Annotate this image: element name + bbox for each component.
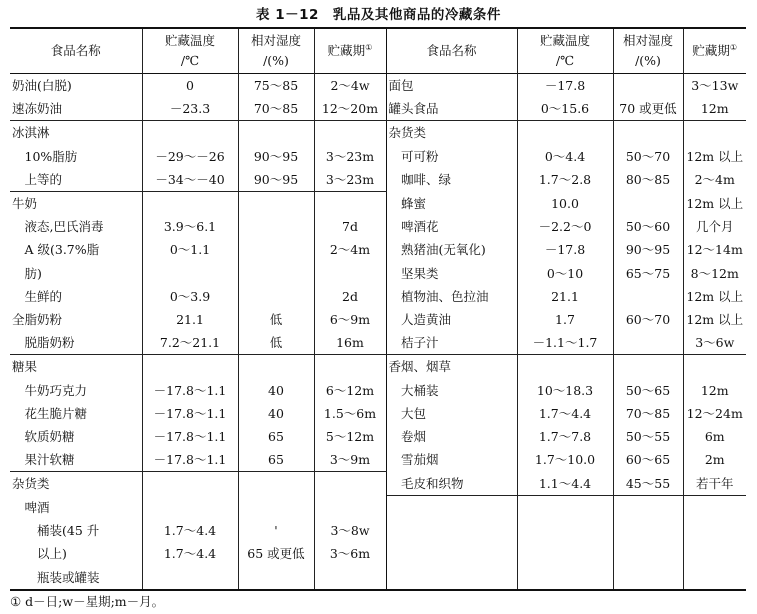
left-storage-temp-cell — [142, 565, 238, 589]
right-relative-humidity-cell: 70 或更低 — [613, 97, 683, 121]
left-food-name-cell: 牛奶巧克力 — [10, 378, 142, 401]
left-storage-period-cell: 3～23m — [314, 168, 386, 192]
left-storage-period-cell: 12～20m — [314, 97, 386, 121]
right-relative-humidity-cell: 60～70 — [613, 308, 683, 331]
table-caption: 表 1－12 乳品及其他商品的冷藏条件 — [256, 7, 501, 23]
table-row — [10, 402, 746, 425]
table-body — [10, 74, 746, 590]
right-relative-humidity-cell: 65～75 — [613, 262, 683, 285]
left-relative-humidity-cell: 70～85 — [238, 97, 314, 121]
right-relative-humidity-cell — [613, 285, 683, 308]
right-food-name-cell — [386, 495, 517, 519]
right-storage-period-cell: 3～13w — [691, 78, 739, 94]
left-storage-temp-cell: －29～－26 — [142, 145, 238, 168]
right-storage-period-cell: 12m 以上 — [686, 311, 744, 327]
left-storage-period-cell — [314, 121, 386, 145]
right-storage-temp-cell: 21.1 — [517, 285, 613, 308]
left-food-name-cell: 糖果 — [10, 355, 142, 379]
right-storage-period-cell: 12m 以上 — [686, 148, 744, 164]
left-relative-humidity-cell: 75～85 — [238, 74, 314, 98]
left-storage-temp-cell: 21.1 — [142, 308, 238, 331]
header-storage-temp: 贮藏温度 /℃ — [142, 28, 238, 74]
header-relative-humidity: 相对湿度 /(%) — [613, 28, 683, 74]
right-storage-temp-cell: 1.7 — [517, 308, 613, 331]
right-food-name-cell: 蜂蜜 — [386, 191, 517, 215]
right-food-name-cell: 雪茄烟 — [386, 448, 517, 472]
left-food-name-cell: 杂货类 — [10, 472, 142, 496]
left-food-name-cell: 花生脆片糖 — [10, 402, 142, 425]
right-relative-humidity-cell — [613, 121, 683, 145]
left-storage-period-cell: 5～12m — [314, 425, 386, 448]
table-row — [10, 308, 746, 331]
left-storage-period-cell: 2～4w — [314, 74, 386, 98]
left-food-name-cell: 牛奶 — [10, 191, 142, 215]
left-storage-period-cell: 3～9m — [314, 448, 386, 472]
left-relative-humidity-cell — [238, 355, 314, 379]
left-storage-period-cell: 3～8w — [314, 519, 386, 542]
left-storage-period-cell: 3～6m — [314, 542, 386, 565]
right-relative-humidity-cell — [613, 74, 683, 98]
left-storage-temp-cell — [142, 495, 238, 519]
right-relative-humidity-cell: 45～55 — [613, 472, 683, 496]
right-relative-humidity-cell — [613, 331, 683, 355]
left-relative-humidity-cell: ' — [238, 519, 314, 542]
right-relative-humidity-cell — [613, 495, 683, 519]
left-storage-temp-cell — [142, 355, 238, 379]
right-relative-humidity-cell: 70～85 — [613, 402, 683, 425]
table-row — [10, 448, 746, 472]
header-food-name: 食品名称 — [386, 28, 517, 74]
left-relative-humidity-cell — [238, 472, 314, 496]
right-storage-temp-cell: 1.7～4.4 — [517, 402, 613, 425]
header-row — [10, 28, 746, 74]
right-storage-temp-cell — [517, 495, 613, 519]
right-storage-period-cell: 2～4m — [694, 172, 735, 188]
left-storage-temp-cell: 0～1.1 — [142, 238, 238, 261]
right-food-name-cell: 坚果类 — [386, 262, 517, 285]
right-storage-temp-cell — [517, 542, 613, 565]
right-storage-period-cell: 12～24m — [686, 405, 743, 421]
right-storage-period-cell — [683, 519, 746, 542]
right-food-name-cell: 杂货类 — [386, 121, 517, 145]
right-relative-humidity-cell: 90～95 — [613, 238, 683, 261]
right-food-name-cell — [386, 542, 517, 565]
right-food-name-cell: 大桶装 — [386, 378, 517, 401]
left-storage-temp-cell: －17.8～1.1 — [142, 378, 238, 401]
right-storage-period-cell: 3～6w — [683, 331, 746, 355]
right-storage-temp-cell: 1.7～7.8 — [517, 425, 613, 448]
left-food-name-cell: 桶装(45 升 — [10, 519, 142, 542]
right-relative-humidity-cell — [613, 519, 683, 542]
right-relative-humidity-cell: 60～65 — [613, 448, 683, 472]
table-row — [10, 285, 746, 308]
right-food-name-cell: 啤酒花 — [386, 215, 517, 238]
table-row — [10, 495, 746, 519]
right-storage-temp-cell — [517, 565, 613, 589]
left-storage-period-cell: 1.5～6m — [314, 402, 386, 425]
table-row — [10, 97, 746, 121]
right-relative-humidity-cell — [613, 355, 683, 379]
table-row — [10, 355, 746, 379]
left-relative-humidity-cell — [238, 215, 314, 238]
right-relative-humidity-cell — [613, 542, 683, 565]
header-storage-period: 贮藏期① — [692, 42, 738, 58]
table-row — [10, 168, 746, 192]
table-row — [10, 378, 746, 401]
left-storage-period-cell — [314, 262, 386, 285]
right-storage-period-cell — [683, 542, 746, 565]
left-storage-temp-cell: －17.8～1.1 — [142, 425, 238, 448]
left-storage-period-cell — [314, 355, 386, 379]
left-storage-temp-cell: 0 — [142, 74, 238, 98]
storage-conditions-table — [10, 27, 746, 591]
right-food-name-cell: 香烟、烟草 — [386, 355, 517, 379]
right-food-name-cell — [386, 519, 517, 542]
table-row — [10, 74, 746, 98]
right-relative-humidity-cell: 50～65 — [613, 378, 683, 401]
left-relative-humidity-cell — [238, 262, 314, 285]
left-storage-period-cell — [314, 472, 386, 496]
right-food-name-cell: 毛皮和织物 — [386, 472, 517, 496]
left-food-name-cell: 奶油(白脱) — [10, 74, 142, 98]
right-storage-temp-cell: －2.2～0 — [517, 215, 613, 238]
left-food-name-cell: 脱脂奶粉 — [10, 331, 142, 355]
left-relative-humidity-cell — [238, 495, 314, 519]
table-row — [10, 191, 746, 215]
left-storage-temp-cell: 0～3.9 — [142, 285, 238, 308]
left-relative-humidity-cell — [238, 191, 314, 215]
left-storage-period-cell: 2～4m — [314, 238, 386, 261]
right-storage-temp-cell: －17.8 — [517, 74, 613, 98]
right-storage-temp-cell: 10～18.3 — [517, 378, 613, 401]
left-food-name-cell: 速冻奶油 — [10, 97, 142, 121]
table-row — [10, 262, 746, 285]
left-storage-temp-cell: －17.8～1.1 — [142, 448, 238, 472]
right-storage-temp-cell: 1.7～2.8 — [517, 168, 613, 192]
table-row — [10, 519, 746, 542]
left-storage-temp-cell — [142, 262, 238, 285]
right-storage-period-cell: 12m 以上 — [686, 288, 744, 304]
left-food-name-cell: 果汁软糖 — [10, 448, 142, 472]
right-relative-humidity-cell — [613, 565, 683, 589]
left-food-name-cell: 啤酒 — [10, 495, 142, 519]
table-row — [10, 215, 746, 238]
table-row — [10, 425, 746, 448]
left-relative-humidity-cell — [238, 238, 314, 261]
left-food-name-cell: 全脂奶粉 — [10, 308, 142, 331]
right-storage-period-cell: 12m 以上 — [686, 195, 744, 211]
right-storage-temp-cell: 1.1～4.4 — [517, 472, 613, 496]
right-storage-period-cell: 6m — [704, 428, 725, 444]
left-relative-humidity-cell — [238, 565, 314, 589]
right-storage-temp-cell: 10.0 — [517, 191, 613, 215]
footnote: ① d－日;w－星期;m－月。 — [10, 594, 165, 609]
right-storage-temp-cell: 0～4.4 — [517, 145, 613, 168]
left-food-name-cell: 肪) — [10, 262, 142, 285]
left-storage-period-cell — [314, 495, 386, 519]
footnote-marker: ① — [365, 42, 373, 52]
right-relative-humidity-cell: 80～85 — [613, 168, 683, 192]
left-relative-humidity-cell: 65 — [238, 448, 314, 472]
right-storage-period-cell — [683, 121, 746, 145]
left-relative-humidity-cell: 40 — [238, 378, 314, 401]
right-storage-temp-cell: 1.7～10.0 — [517, 448, 613, 472]
right-storage-period-cell: 若干年 — [683, 472, 746, 496]
header-food-name: 食品名称 — [10, 28, 142, 74]
right-storage-temp-cell — [517, 519, 613, 542]
right-storage-temp-cell: －17.8 — [517, 238, 613, 261]
table-row — [10, 542, 746, 565]
table-row — [10, 331, 746, 355]
left-relative-humidity-cell — [238, 285, 314, 308]
left-storage-temp-cell: －17.8～1.1 — [142, 402, 238, 425]
left-relative-humidity-cell: 65 — [238, 425, 314, 448]
table-row — [10, 238, 746, 261]
left-storage-period-cell — [314, 565, 386, 589]
right-storage-period-cell — [683, 355, 746, 379]
left-food-name-cell: 上等的 — [10, 168, 142, 192]
left-relative-humidity-cell: 90～95 — [238, 168, 314, 192]
header-relative-humidity: 相对湿度 /(%) — [238, 28, 314, 74]
left-storage-temp-cell: －34～－40 — [142, 168, 238, 192]
right-storage-period-cell: 12～14m — [686, 242, 743, 258]
left-storage-temp-cell: 1.7～4.4 — [142, 542, 238, 565]
left-relative-humidity-cell: 90～95 — [238, 145, 314, 168]
table-row — [10, 121, 746, 145]
left-food-name-cell: 软质奶糖 — [10, 425, 142, 448]
left-storage-temp-cell — [142, 121, 238, 145]
right-food-name-cell: 人造黄油 — [386, 308, 517, 331]
left-food-name-cell: 瓶装或罐装 — [10, 565, 142, 589]
left-food-name-cell: 以上) — [10, 542, 142, 565]
left-relative-humidity-cell: 低 — [238, 331, 314, 355]
right-storage-temp-cell: 0～10 — [517, 262, 613, 285]
left-food-name-cell: 10%脂肪 — [10, 145, 142, 168]
left-relative-humidity-cell: 低 — [238, 308, 314, 331]
right-food-name-cell: 咖啡、绿 — [386, 168, 517, 192]
right-food-name-cell — [386, 565, 517, 589]
left-storage-temp-cell: －23.3 — [142, 97, 238, 121]
left-food-name-cell: A 级(3.7%脂 — [10, 238, 142, 261]
right-relative-humidity-cell: 50～70 — [613, 145, 683, 168]
right-storage-period-cell: 8～12m — [690, 265, 739, 281]
left-storage-temp-cell — [142, 191, 238, 215]
right-storage-period-cell: 12m — [683, 97, 746, 121]
left-food-name-cell: 生鲜的 — [10, 285, 142, 308]
left-food-name-cell: 冰淇淋 — [10, 121, 142, 145]
table-row — [10, 565, 746, 589]
header-storage-temp: 贮藏温度 /℃ — [517, 28, 613, 74]
right-food-name-cell: 大包 — [386, 402, 517, 425]
left-storage-period-cell: 2d — [314, 285, 386, 308]
right-relative-humidity-cell: 50～60 — [613, 215, 683, 238]
right-storage-period-cell — [683, 495, 746, 519]
left-storage-temp-cell: 7.2～21.1 — [142, 331, 238, 355]
left-food-name-cell: 液态,巴氏消毒 — [10, 215, 142, 238]
right-relative-humidity-cell: 50～55 — [613, 425, 683, 448]
left-storage-temp-cell: 1.7～4.4 — [142, 519, 238, 542]
right-storage-period-cell: 2m — [704, 452, 725, 468]
left-storage-period-cell: 6～9m — [314, 308, 386, 331]
right-food-name-cell: 桔子汁 — [386, 331, 517, 355]
left-relative-humidity-cell — [238, 121, 314, 145]
left-storage-period-cell: 16m — [314, 331, 386, 355]
right-storage-period-cell — [683, 565, 746, 589]
left-storage-period-cell: 7d — [314, 215, 386, 238]
right-storage-temp-cell — [517, 121, 613, 145]
right-relative-humidity-cell — [613, 191, 683, 215]
left-relative-humidity-cell: 65 或更低 — [238, 542, 314, 565]
header-storage-period: 贮藏期① — [314, 28, 386, 74]
table-row — [10, 472, 746, 496]
right-storage-temp-cell: －1.1～1.7 — [517, 331, 613, 355]
right-storage-temp-cell: 0～15.6 — [517, 97, 613, 121]
left-storage-period-cell: 6～12m — [314, 378, 386, 401]
right-food-name-cell: 植物油、色拉油 — [386, 285, 517, 308]
right-storage-temp-cell — [517, 355, 613, 379]
left-storage-period-cell — [314, 191, 386, 215]
right-food-name-cell: 可可粉 — [386, 145, 517, 168]
table-row — [10, 145, 746, 168]
left-storage-temp-cell: 3.9～6.1 — [142, 215, 238, 238]
right-storage-period-cell: 几个月 — [695, 219, 734, 235]
left-storage-temp-cell — [142, 472, 238, 496]
left-storage-period-cell: 3～23m — [314, 145, 386, 168]
right-storage-period-cell: 12m — [700, 382, 729, 398]
right-food-name-cell: 卷烟 — [386, 425, 517, 448]
right-food-name-cell: 面包 — [386, 74, 517, 98]
right-food-name-cell: 熟猪油(无氧化) — [386, 238, 517, 261]
left-relative-humidity-cell: 40 — [238, 402, 314, 425]
footnote-marker: ① — [729, 42, 738, 52]
table-header — [10, 28, 746, 74]
right-food-name-cell: 罐头食品 — [386, 97, 517, 121]
